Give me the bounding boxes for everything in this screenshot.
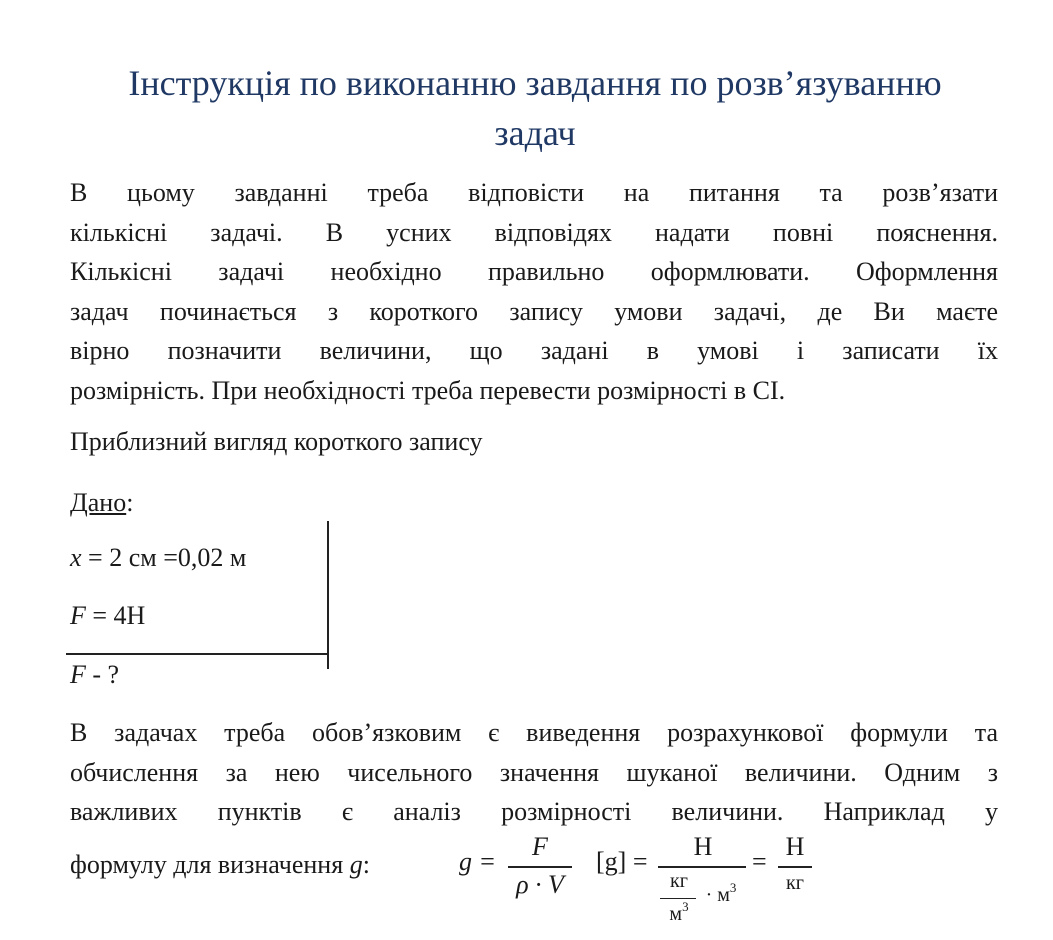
given-heading-colon: :	[126, 488, 134, 517]
given-heading	[70, 485, 133, 521]
title-line-2: задач	[494, 113, 576, 153]
given-x-value: = 2 см =0,02 м	[81, 543, 247, 572]
given-vertical-divider	[327, 521, 329, 669]
formula-f-numerator: F	[532, 832, 548, 861]
given-f-line	[70, 598, 145, 634]
given-x-var: x	[70, 543, 82, 572]
formula-g-eq: g =	[459, 847, 497, 876]
paragraph-line: кількісні задачі. В усних відповідях надати повні пояснення.	[70, 217, 998, 247]
formula-colon: :	[362, 850, 370, 879]
formula-unit-m3-base: м	[669, 903, 683, 925]
find-value: - ?	[85, 660, 120, 689]
paragraph-line: В цьому завданні треба відповісти на питання та розв’язати	[70, 178, 998, 207]
formula-unit-mult-exp: 3	[729, 880, 737, 895]
formula-equals: =	[752, 847, 767, 876]
title-line-1: Інструкція по виконанню завдання по розв’язуванню	[128, 63, 942, 103]
given-heading-word: Дано	[70, 488, 127, 517]
paragraph-line: обчислення за нею чисельного значення шуканої величини. Одним з	[70, 757, 998, 787]
formula-unit-m3-exp: 3	[682, 899, 689, 914]
short-record-caption: Приблизний вигляд короткого запису	[70, 427, 483, 456]
formula-paragraph	[70, 713, 998, 832]
paragraph-line: розмірність. При необхідності треба перевести розмірності в СІ.	[70, 375, 786, 405]
page-title	[40, 58, 1030, 158]
paragraph-line: важливих пунктів є аналіз розмірності величини. Наприклад у	[70, 797, 998, 826]
find-var: F	[70, 660, 86, 689]
formula-result-numerator: Н	[785, 832, 805, 861]
instruction-paragraph	[70, 173, 998, 410]
formula-g-var: g	[349, 850, 363, 879]
formula-unit-numerator: Н	[693, 832, 713, 861]
paragraph-line: В задачах треба обов’язковим є виведення розрахункової формули та	[70, 718, 998, 747]
formula-lead	[70, 847, 370, 883]
given-x-line	[70, 540, 246, 576]
formula-unit-m3	[660, 899, 698, 926]
formula-denominator: ρ · V	[516, 870, 564, 899]
formula-result-denominator: кг	[786, 872, 804, 894]
formula-unit-bar	[658, 866, 746, 868]
given-f-value: = 4Н	[85, 601, 146, 630]
find-line	[70, 657, 119, 693]
formula-unit-mult-base: · м	[705, 884, 730, 906]
formula-unit-mult	[698, 880, 744, 907]
formula-unit-inner-bar	[660, 898, 696, 899]
given-horizontal-divider	[66, 653, 328, 655]
formula-result-bar	[778, 866, 812, 868]
paragraph-line: Кількісні задачі необхідно правильно оформлювати. Оформлення	[70, 257, 998, 286]
paragraph-line: вірно позначити величини, що задані в умові і записати їх	[70, 336, 998, 365]
formula-lead-text: формулу для визначення	[70, 850, 350, 879]
formula-units-lhs: [g] =	[596, 847, 648, 876]
formula-unit-kg: кг	[670, 870, 688, 892]
given-f-var: F	[70, 601, 86, 630]
formula-fraction-bar	[508, 866, 572, 868]
paragraph-line: задач починається з короткого запису умови задачі, де Ви маєте	[70, 296, 998, 326]
